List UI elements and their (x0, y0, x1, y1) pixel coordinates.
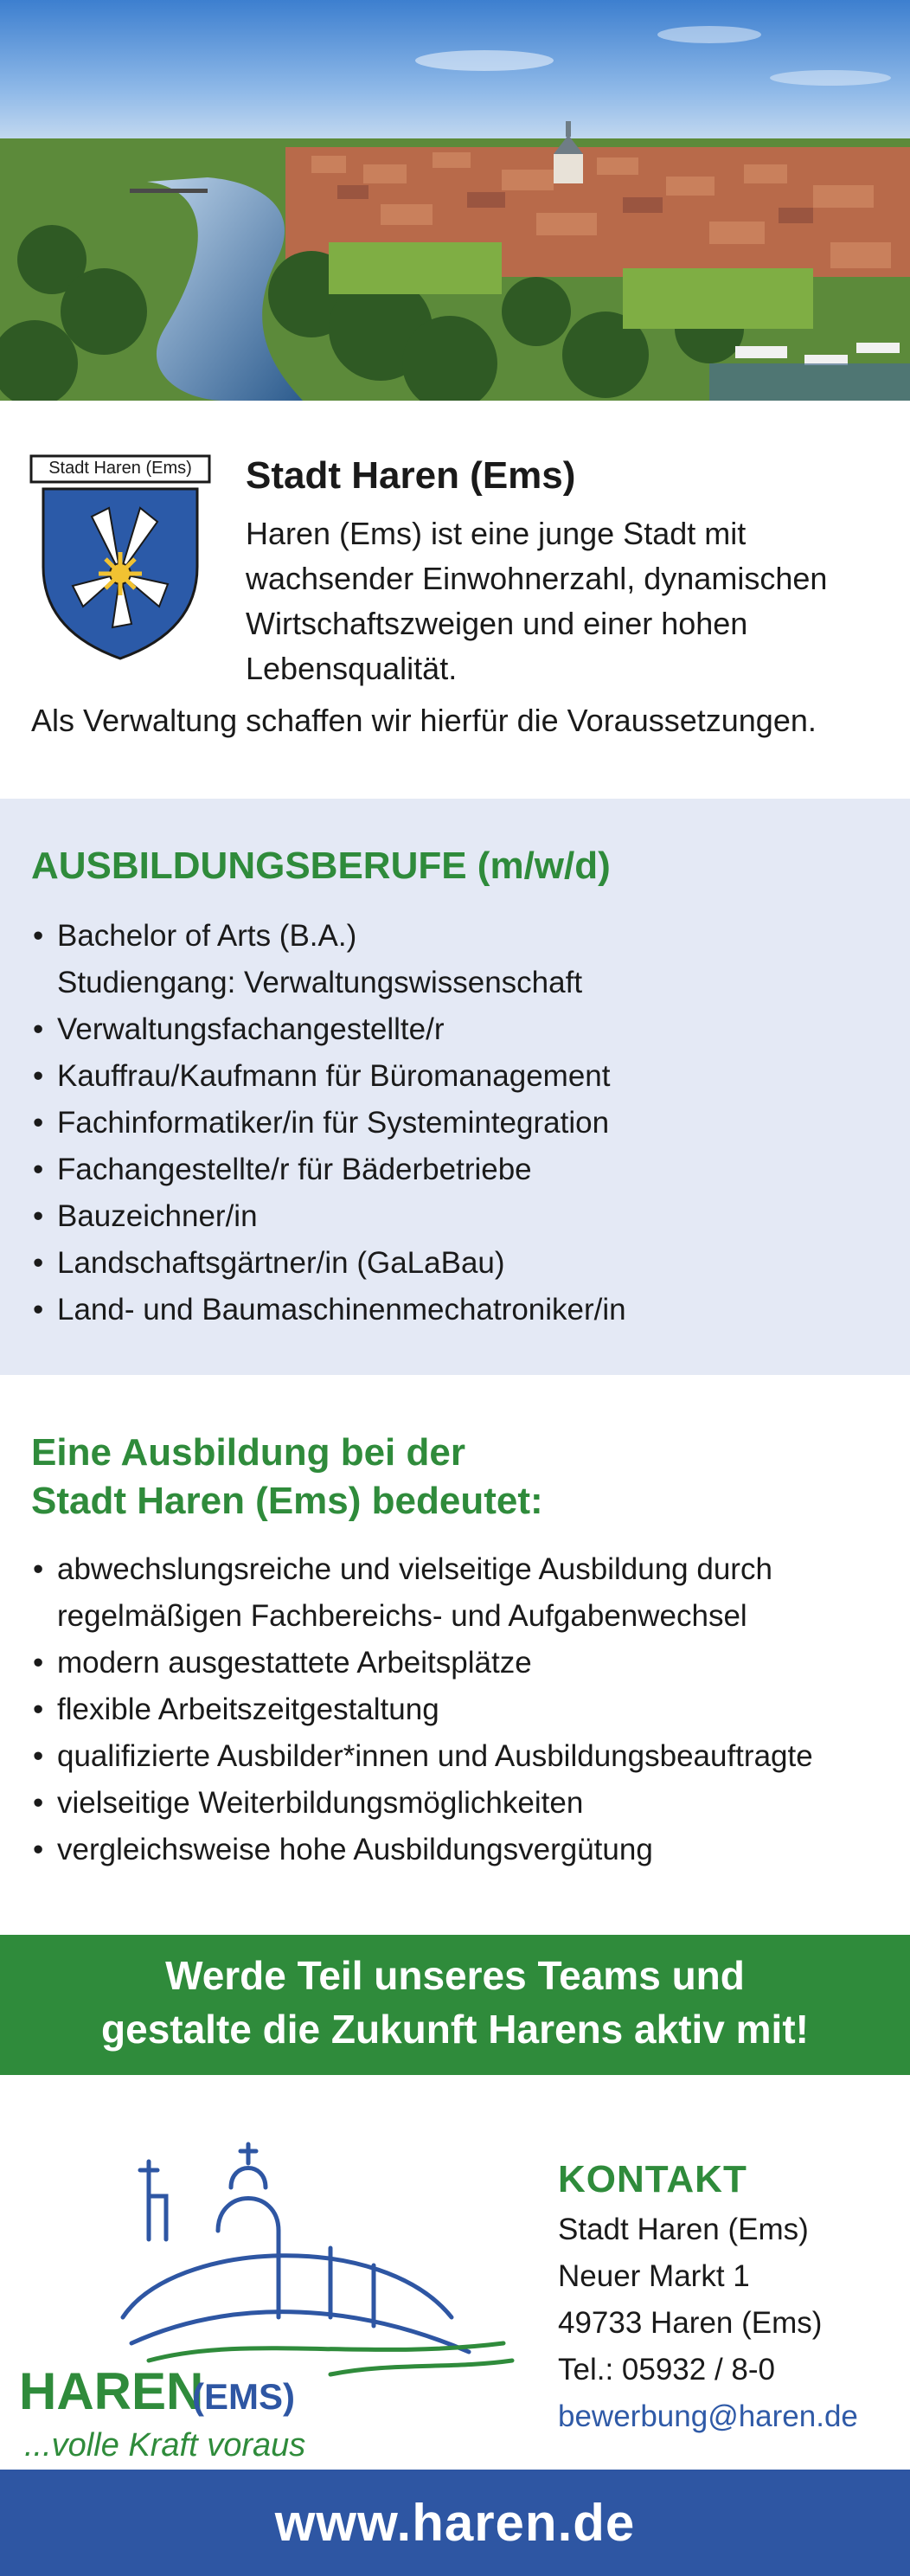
ausbildungsberufe-list (31, 913, 896, 1333)
contact-details (558, 2207, 858, 2440)
intro-title: Stadt Haren (Ems) (246, 454, 576, 497)
benefits-title: Eine Ausbildung bei der Stadt Haren (Ems) bedeutet: (31, 1431, 543, 1522)
logo-name: HAREN (19, 2362, 204, 2420)
coat-of-arms-icon (29, 454, 211, 662)
list-item: • Land- und Baumaschinenmechatroniker/in (33, 1293, 626, 1327)
contact-email-link[interactable]: bewerbung@haren.de (558, 2399, 858, 2433)
crest-label: Stadt Haren (Ems) (48, 459, 192, 478)
footer-band (0, 2470, 910, 2576)
contact-line: 49733 Haren (Ems) (558, 2306, 823, 2340)
list-item: • Kauffrau/Kaufmann für Büromanagement (33, 1059, 611, 1093)
cta-line-2: gestalte die Zukunft Harens aktiv mit! (101, 2007, 809, 2052)
list-item: • abwechslungsreiche und vielseitige Ausbildung durch regelmäßigen Fachbereichs- und Aufgabenwechsel (33, 1552, 772, 1633)
ship-church-logo-icon (19, 2101, 529, 2464)
list-item: • Fachinformatiker/in für Systemintegration (33, 1106, 610, 1140)
contact-title: KONTAKT (558, 2158, 747, 2200)
contact-line: Stadt Haren (Ems) (558, 2213, 809, 2246)
contact-line: Neuer Markt 1 (558, 2259, 750, 2293)
list-item: • Bachelor of Arts (B.A.) Studiengang: Verwaltungswissenschaft (33, 919, 583, 999)
ausbildungsberufe-section (0, 799, 910, 1375)
cta-line-1: Werde Teil unseres Teams und (165, 1953, 745, 1998)
list-item: • flexible Arbeitszeitgestaltung (33, 1693, 439, 1726)
list-item: • vergleichsweise hohe Ausbildungsvergütung (33, 1833, 653, 1866)
intro-text: Haren (Ems) ist eine junge Stadt mit wachsender Einwohnerzahl, dynamischen Wirtschaftszweigen und einer hohen Lebensqualität. (246, 516, 828, 686)
list-item: • vielseitige Weiterbildungsmöglichkeiten (33, 1786, 584, 1820)
intro-text-2: Als Verwaltung schaffen wir hierfür die Voraussetzungen. (31, 703, 817, 738)
logo-slogan: ...volle Kraft voraus (24, 2427, 306, 2464)
contact-phone: Tel.: 05932 / 8-0 (558, 2353, 775, 2386)
haren-logo (19, 2101, 529, 2464)
list-item: • Fachangestellte/r für Bäderbetriebe (33, 1153, 532, 1186)
list-item: • Verwaltungsfachangestellte/r (33, 1012, 445, 1046)
benefits-section (0, 1375, 910, 1935)
website-link[interactable]: www.haren.de (274, 2494, 636, 2552)
list-item: • modern ausgestattete Arbeitsplätze (33, 1646, 532, 1680)
list-item: • Bauzeichner/in (33, 1199, 258, 1233)
contact-section (0, 2075, 910, 2470)
intro-section (0, 401, 910, 799)
ausbildungsberufe-title: AUSBILDUNGSBERUFE (m/w/d) (31, 845, 611, 887)
list-item: • Landschaftsgärtner/in (GaLaBau) (33, 1246, 505, 1280)
logo-suffix: (EMS) (192, 2376, 295, 2417)
hero-photo (0, 0, 910, 401)
list-item: • qualifizierte Ausbilder*innen und Ausbildungsbeauftragte (33, 1739, 813, 1773)
benefits-list (31, 1546, 896, 1873)
call-to-action-band (0, 1935, 910, 2075)
